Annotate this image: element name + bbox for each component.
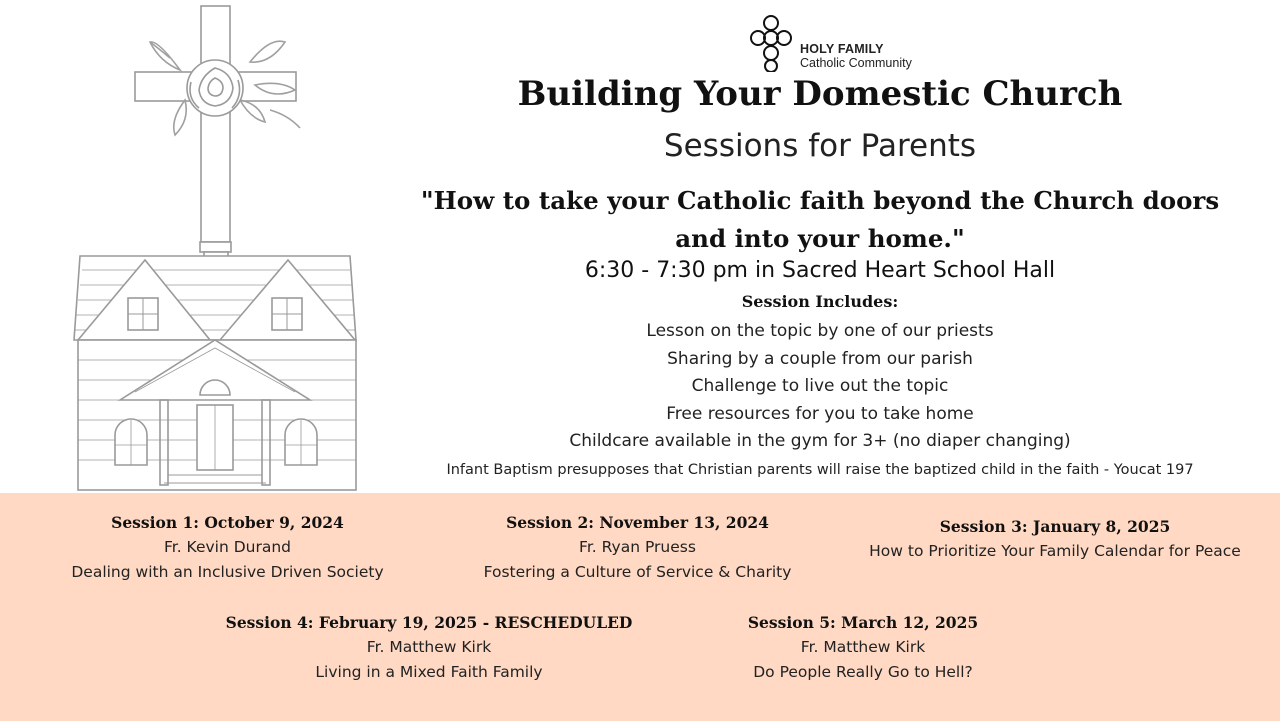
session-topic: Dealing with an Inclusive Driven Society — [71, 563, 384, 581]
session-heading: Session 2: November 13, 2024 — [506, 513, 769, 532]
page-subtitle: Sessions for Parents — [663, 128, 977, 164]
list-item: Challenge to live out the topic — [691, 376, 949, 396]
logo-line-2: Catholic Community — [800, 56, 912, 70]
session-speaker: Fr. Ryan Pruess — [579, 538, 696, 556]
list-item: Free resources for you to take home — [666, 403, 974, 424]
session-speaker: Fr. Matthew Kirk — [366, 638, 492, 656]
youcat-quote: Infant Baptism presupposes that Christian parents will raise the baptized child in the faith - Youcat 197 — [446, 462, 1194, 478]
session-topic: Do People Really Go to Hell? — [753, 663, 973, 681]
includes-heading: Session Includes: — [741, 292, 899, 311]
logo-line-1: HOLY FAMILY — [800, 42, 884, 56]
list-item: Childcare available in the gym for 3+ (no diaper changing) — [569, 431, 1071, 451]
list-item: Sharing by a couple from our parish — [667, 348, 973, 369]
cross-circles-logo-icon — [748, 14, 794, 72]
quote-line-2: and into your home." — [675, 224, 965, 253]
quote-line-1: "How to take your Catholic faith beyond the Church doors — [420, 186, 1220, 215]
session-4 — [190, 611, 668, 685]
session-topic: Living in a Mixed Faith Family — [315, 663, 543, 681]
session-1 — [20, 511, 435, 585]
sessions-band — [0, 493, 1280, 721]
session-topic: How to Prioritize Your Family Calendar for Peace — [869, 542, 1241, 560]
session-heading: Session 5: March 12, 2025 — [747, 613, 979, 632]
time-location: 6:30 - 7:30 pm in Sacred Heart School Hall — [584, 258, 1056, 283]
includes-list — [420, 318, 1220, 456]
holy-family-logo — [748, 14, 948, 74]
session-speaker: Fr. Kevin Durand — [163, 538, 292, 556]
session-2 — [440, 511, 835, 585]
cross-house-illustration — [60, 0, 370, 495]
session-heading: Session 4: February 19, 2025 - RESCHEDULED — [225, 613, 633, 632]
session-speaker: Fr. Matthew Kirk — [800, 638, 926, 656]
page-title: Building Your Domestic Church — [517, 74, 1123, 114]
session-5 — [700, 611, 1026, 685]
list-item: Lesson on the topic by one of our priests — [646, 321, 994, 341]
session-topic: Fostering a Culture of Service & Charity — [483, 563, 792, 581]
tagline-quote — [400, 182, 1240, 258]
session-3 — [835, 515, 1275, 564]
session-heading: Session 3: January 8, 2025 — [939, 517, 1171, 536]
session-heading: Session 1: October 9, 2024 — [111, 513, 344, 532]
